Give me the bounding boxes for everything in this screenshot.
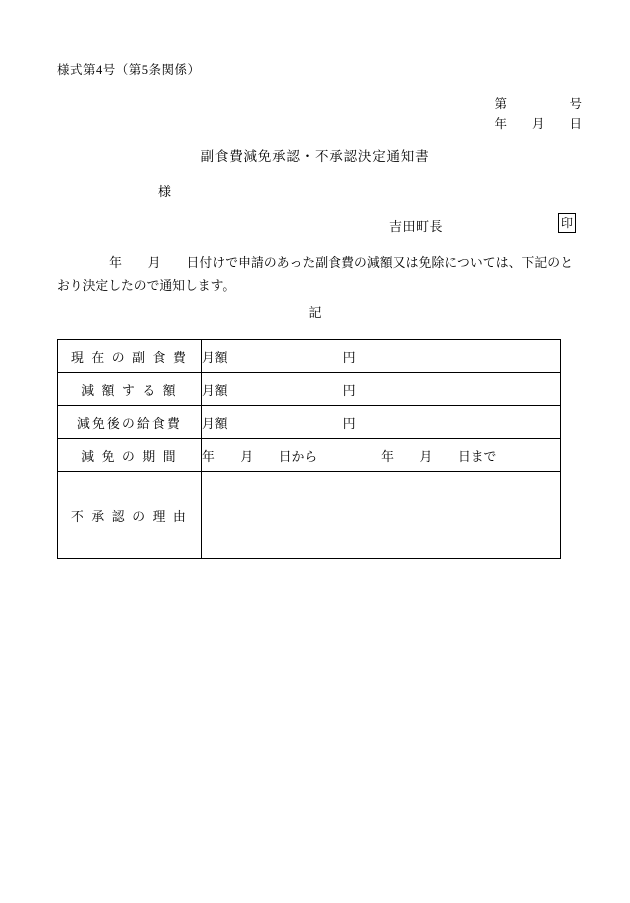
body-paragraph-text: 年 月 日付けで申請のあった副食費の減額又は免除については、下記のとおり決定したので通知します。 (57, 256, 573, 293)
form-number: 様式第4号（第5条関係） (57, 63, 201, 77)
addressee-suffix: 様 (158, 184, 172, 199)
table-row (58, 439, 561, 472)
body-paragraph (57, 252, 573, 298)
row-label-fee-after-reduction: 減免後の給食費 (58, 406, 202, 439)
row-value-current-fee (202, 340, 561, 373)
ki-marker: 記 (308, 305, 322, 320)
amount-text: 月額 円 (202, 350, 356, 365)
seal-stamp-box: 印 (558, 213, 576, 233)
amount-text: 月額 円 (202, 383, 356, 398)
table-row (58, 472, 561, 559)
row-value-fee-after-reduction (202, 406, 561, 439)
row-label-reduction-amount: 減 額 す る 額 (58, 373, 202, 406)
row-value-denial-reason (202, 472, 561, 559)
page-title: 副食費減免承認・不承認決定通知書 (200, 149, 430, 164)
row-label-current-fee: 現 在 の 副 食 費 (58, 340, 202, 373)
issuer-name: 吉田町長 (389, 219, 444, 234)
document-date-line: 年 月 日 (494, 117, 582, 131)
document-number-line: 第 号 (494, 97, 582, 111)
decision-table (57, 339, 561, 559)
table-row (58, 340, 561, 373)
table-row (58, 373, 561, 406)
row-label-denial-reason: 不 承 認 の 理 由 (58, 472, 202, 559)
document-meta (494, 94, 582, 134)
row-value-reduction-amount (202, 373, 561, 406)
row-value-reduction-period: 年 月 日から 年 月 日まで (202, 439, 561, 472)
row-label-reduction-period: 減 免 の 期 間 (58, 439, 202, 472)
amount-text: 月額 円 (202, 416, 356, 431)
table-row (58, 406, 561, 439)
